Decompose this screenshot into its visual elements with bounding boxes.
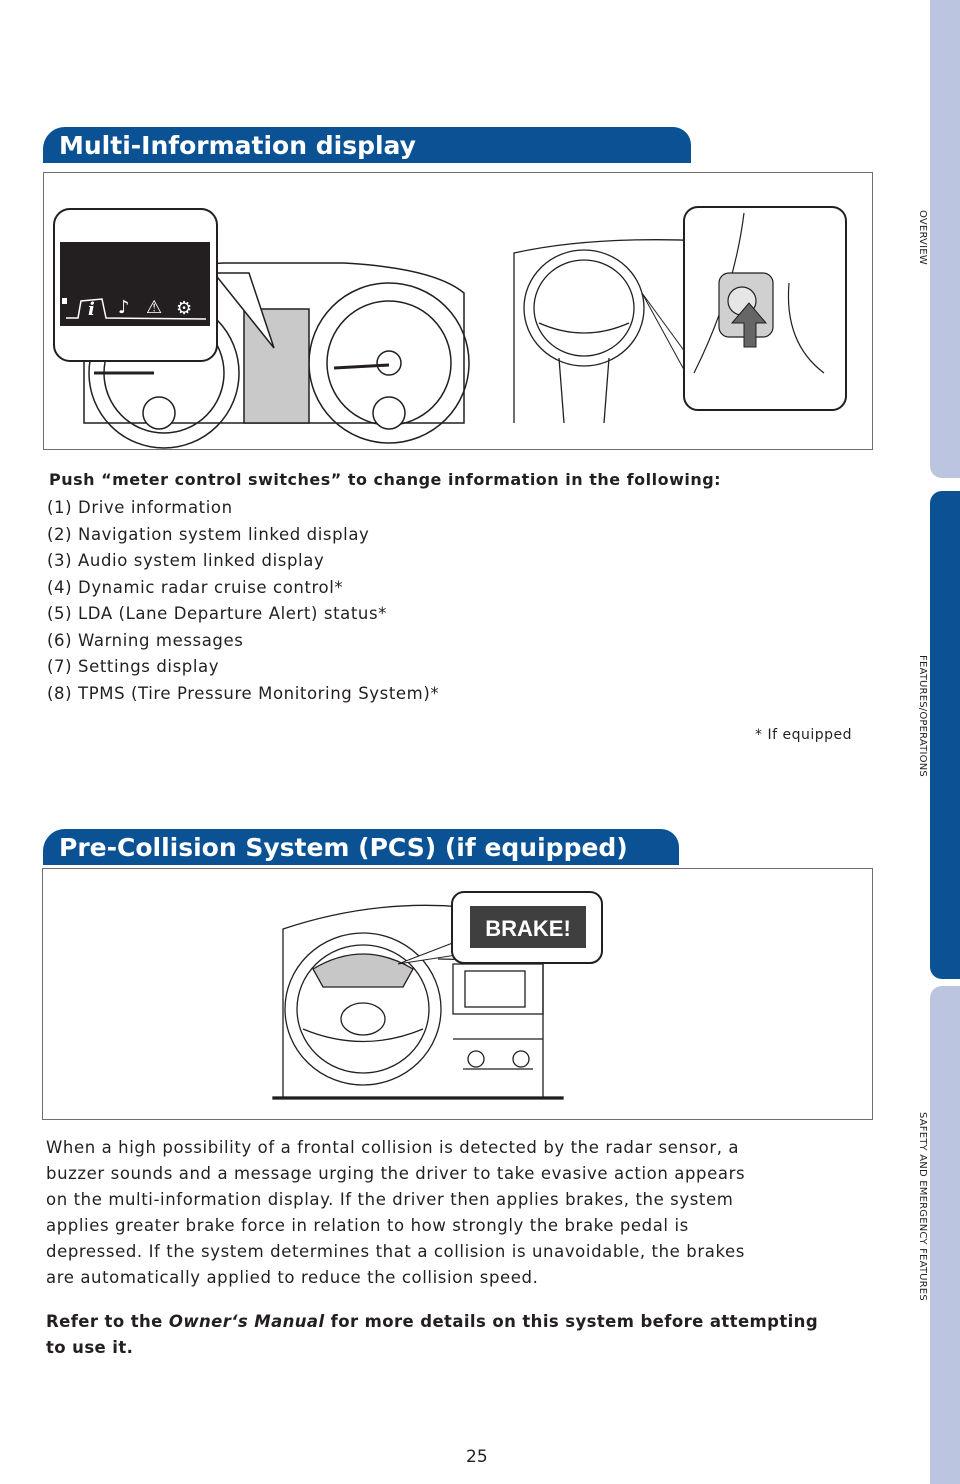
refer-prefix: Refer to the	[46, 1312, 169, 1331]
section-title-multi-info: Multi-Information display	[43, 127, 691, 163]
paragraph-line: When a high possibility of a frontal collision is detected by the radar sensor, a	[46, 1138, 740, 1157]
paragraph-line: are automatically applied to reduce the collision speed.	[46, 1268, 539, 1287]
list-item: (2) Navigation system linked display	[47, 524, 370, 544]
figure-pcs-dashboard	[42, 868, 873, 1120]
list-item: (6) Warning messages	[47, 630, 244, 650]
side-tab-label-overview: OVERVIEW	[917, 210, 928, 265]
refer-line-2: to use it.	[46, 1338, 134, 1357]
brake-warning-text: BRAKE!	[485, 916, 571, 941]
refer-note	[46, 1309, 876, 1361]
paragraph-line: applies greater brake force in relation to how strongly the brake pedal is	[46, 1216, 689, 1235]
footnote: * If equipped	[755, 727, 852, 743]
paragraph-line: depressed. If the system determines that a collision is unavoidable, the brakes	[46, 1242, 745, 1261]
refer-suffix: for more details on this system before attempting	[324, 1312, 819, 1331]
section-title-pcs: Pre-Collision System (PCS) (if equipped)	[43, 829, 679, 865]
pcs-description	[46, 1135, 866, 1291]
cluster-illustration	[44, 173, 874, 451]
svg-text:⚠: ⚠	[146, 297, 163, 318]
paragraph-line: on the multi-information display. If the driver then applies brakes, the system	[46, 1190, 734, 1209]
svg-text:i: i	[88, 299, 95, 320]
page-number: 25	[466, 1447, 488, 1467]
figure-instrument-cluster	[43, 172, 873, 450]
info-list	[47, 495, 439, 707]
side-tab-label-safety: SAFETY AND EMERGENCY FEATURES	[917, 1112, 928, 1301]
refer-line-1	[46, 1309, 876, 1335]
paragraph-line: buzzer sounds and a message urging the driver to take evasive action appears	[46, 1164, 746, 1183]
side-tab-features-operations[interactable]	[930, 491, 960, 979]
list-item: (1) Drive information	[47, 498, 233, 517]
side-tab-overview[interactable]	[930, 0, 960, 478]
section1-intro: Push “meter control switches” to change information in the following:	[49, 470, 722, 489]
side-tab-label-features: FEATURES/OPERATIONS	[917, 655, 928, 777]
list-item: (7) Settings display	[47, 657, 220, 676]
pcs-illustration	[43, 869, 874, 1121]
owners-manual-title: Owner‘s Manual	[168, 1312, 325, 1331]
svg-text:♪: ♪	[118, 297, 130, 318]
svg-text:⚙: ⚙	[176, 298, 193, 319]
list-item: (5) LDA (Lane Departure Alert) status*	[47, 604, 388, 623]
list-item: (3) Audio system linked display	[47, 551, 325, 570]
list-item: (4) Dynamic radar cruise control*	[47, 577, 344, 597]
side-tab-safety[interactable]	[930, 986, 960, 1484]
list-item: (8) TPMS (Tire Pressure Monitoring System)*	[47, 683, 440, 703]
